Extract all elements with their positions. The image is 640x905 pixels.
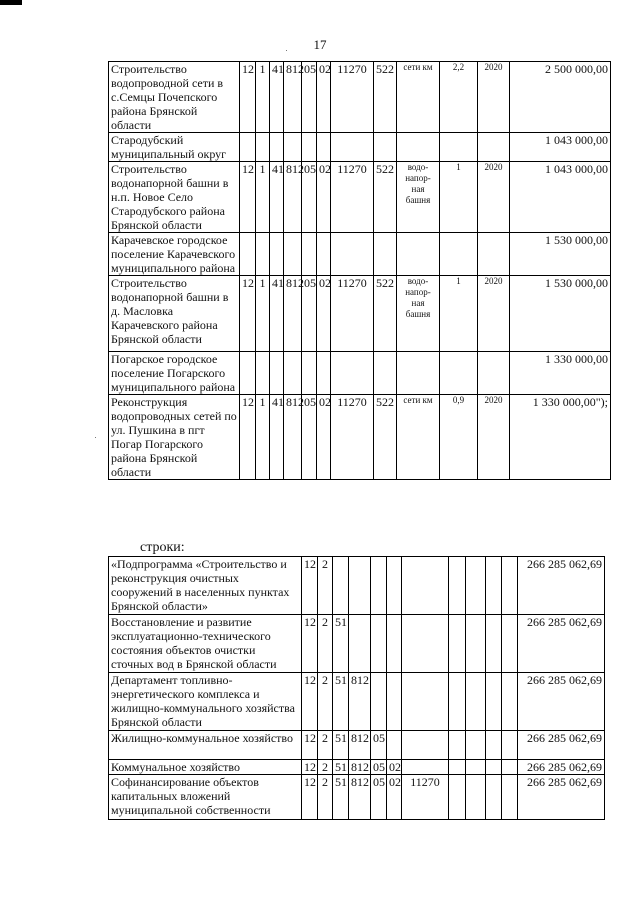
code-cell: [270, 352, 284, 395]
empty-cell: [486, 760, 502, 775]
amount-cell: 1 043 000,00: [510, 133, 611, 162]
code-cell: [284, 233, 302, 276]
unit-cell: водо-напор-ная башня: [397, 276, 440, 352]
code-cell: 41: [270, 62, 284, 133]
code-cell: 02: [317, 276, 331, 352]
quantity-cell: [440, 133, 478, 162]
code-cell: [402, 557, 449, 615]
code-cell: 812: [284, 276, 302, 352]
object-name: Погарское городское поселение Погарского муниципального района: [109, 352, 240, 395]
code-cell: [387, 731, 402, 760]
object-name: Жилищно-коммунальное хозяйство: [109, 731, 302, 760]
code-cell: [302, 133, 317, 162]
budget-table-1: [108, 61, 611, 480]
code-cell: 2: [318, 673, 333, 731]
object-name: Реконструкция водопроводных сетей по ул. Пушкина в пгт Погар Погарского района Брянской области: [109, 395, 240, 480]
table-row: [109, 673, 605, 731]
code-cell: [374, 352, 397, 395]
code-cell: 41: [270, 276, 284, 352]
empty-cell: [502, 775, 518, 820]
scan-speck: [286, 50, 287, 51]
code-cell: 12: [240, 162, 256, 233]
empty-cell: [449, 760, 466, 775]
code-cell: 02: [387, 775, 402, 820]
empty-cell: [502, 557, 518, 615]
year-cell: [478, 233, 510, 276]
empty-cell: [486, 673, 502, 731]
code-cell: 41: [270, 162, 284, 233]
quantity-cell: 1: [440, 162, 478, 233]
code-cell: 05: [371, 731, 387, 760]
code-cell: 12: [240, 276, 256, 352]
object-name: Строительство водопроводной сети в с.Семцы Почепского района Брянской области: [109, 62, 240, 133]
code-cell: 12: [302, 775, 318, 820]
code-cell: 522: [374, 395, 397, 480]
code-cell: [256, 352, 270, 395]
code-cell: [331, 233, 374, 276]
amount-cell: 2 500 000,00: [510, 62, 611, 133]
code-cell: 522: [374, 162, 397, 233]
code-cell: 812: [349, 760, 371, 775]
budget-table-2: [108, 556, 605, 820]
object-name: Восстановление и развитие эксплуатационно-технического состояния объектов очистки сточных вод в Брянской области: [109, 615, 302, 673]
code-cell: [317, 133, 331, 162]
code-cell: 2: [318, 760, 333, 775]
code-cell: [284, 352, 302, 395]
code-cell: 11270: [331, 162, 374, 233]
code-cell: [402, 760, 449, 775]
empty-cell: [486, 557, 502, 615]
scan-speck: [95, 437, 96, 438]
amount-cell: 266 285 062,69: [518, 775, 605, 820]
year-cell: 2020: [478, 395, 510, 480]
table-row: [109, 352, 611, 395]
code-cell: [331, 133, 374, 162]
code-cell: 12: [302, 615, 318, 673]
code-cell: 812: [349, 775, 371, 820]
code-cell: [374, 233, 397, 276]
empty-cell: [502, 760, 518, 775]
amount-cell: 1 330 000,00");: [510, 395, 611, 480]
code-cell: 51: [333, 760, 349, 775]
object-name: Стародубский муниципальный округ: [109, 133, 240, 162]
quantity-cell: 1: [440, 276, 478, 352]
code-cell: [371, 615, 387, 673]
code-cell: [240, 133, 256, 162]
code-cell: 2: [318, 731, 333, 760]
code-cell: [256, 133, 270, 162]
object-name: Коммунальное хозяйство: [109, 760, 302, 775]
object-name: Строительство водонапорной башни в д. Масловка Карачевского района Брянской области: [109, 276, 240, 352]
code-cell: [331, 352, 374, 395]
code-cell: [402, 673, 449, 731]
code-cell: 02: [317, 395, 331, 480]
code-cell: 05: [302, 395, 317, 480]
code-cell: [371, 673, 387, 731]
table-row: [109, 557, 605, 615]
code-cell: 812: [284, 395, 302, 480]
table-row: [109, 760, 605, 775]
empty-cell: [466, 615, 486, 673]
code-cell: 02: [387, 760, 402, 775]
code-cell: 1: [256, 276, 270, 352]
amount-cell: 1 530 000,00: [510, 276, 611, 352]
code-cell: 51: [333, 775, 349, 820]
year-cell: [478, 352, 510, 395]
code-cell: [349, 615, 371, 673]
code-cell: 05: [302, 276, 317, 352]
empty-cell: [449, 673, 466, 731]
year-cell: 2020: [478, 62, 510, 133]
code-cell: [302, 352, 317, 395]
code-cell: 11270: [331, 62, 374, 133]
code-cell: 12: [302, 557, 318, 615]
code-cell: 05: [371, 760, 387, 775]
code-cell: 51: [333, 731, 349, 760]
code-cell: [317, 352, 331, 395]
empty-cell: [449, 731, 466, 760]
empty-cell: [466, 760, 486, 775]
object-name: Департамент топливно-энергетического комплекса и жилищно-коммунального хозяйства Брянской области: [109, 673, 302, 731]
year-cell: 2020: [478, 276, 510, 352]
empty-cell: [449, 557, 466, 615]
code-cell: 2: [318, 775, 333, 820]
code-cell: 522: [374, 62, 397, 133]
code-cell: 51: [333, 673, 349, 731]
code-cell: [256, 233, 270, 276]
amount-cell: 266 285 062,69: [518, 760, 605, 775]
code-cell: [402, 731, 449, 760]
amount-cell: 266 285 062,69: [518, 557, 605, 615]
table-row: [109, 162, 611, 233]
code-cell: 2: [318, 557, 333, 615]
code-cell: 812: [349, 673, 371, 731]
code-cell: [371, 557, 387, 615]
code-cell: 12: [302, 731, 318, 760]
code-cell: [270, 233, 284, 276]
table-row: [109, 62, 611, 133]
table-row: [109, 233, 611, 276]
unit-cell: [397, 233, 440, 276]
table-row: [109, 395, 611, 480]
code-cell: 05: [302, 62, 317, 133]
code-cell: [349, 557, 371, 615]
code-cell: 11270: [331, 276, 374, 352]
code-cell: 12: [240, 62, 256, 133]
table-row: [109, 276, 611, 352]
empty-cell: [502, 731, 518, 760]
lines-caption: строки:: [140, 540, 185, 555]
page-number: 17: [313, 37, 327, 52]
unit-cell: водо-напор-ная башня: [397, 162, 440, 233]
object-name: Карачевское городское поселение Карачевского муниципального района: [109, 233, 240, 276]
code-cell: 1: [256, 62, 270, 133]
empty-cell: [502, 673, 518, 731]
table-row: [109, 731, 605, 760]
code-cell: [333, 557, 349, 615]
unit-cell: [397, 352, 440, 395]
code-cell: 1: [256, 395, 270, 480]
code-cell: 12: [302, 760, 318, 775]
empty-cell: [502, 615, 518, 673]
empty-cell: [486, 615, 502, 673]
code-cell: 812: [284, 62, 302, 133]
code-cell: [302, 233, 317, 276]
object-name: Софинансирование объектов капитальных вложений муниципальной собственности: [109, 775, 302, 820]
code-cell: 2: [318, 615, 333, 673]
table-row: [109, 615, 605, 673]
amount-cell: 1 043 000,00: [510, 162, 611, 233]
code-cell: 41: [270, 395, 284, 480]
code-cell: [387, 673, 402, 731]
header-rule: [0, 0, 22, 5]
quantity-cell: 0,9: [440, 395, 478, 480]
amount-cell: 1 530 000,00: [510, 233, 611, 276]
code-cell: [374, 133, 397, 162]
table-row: [109, 775, 605, 820]
code-cell: 522: [374, 276, 397, 352]
empty-cell: [466, 557, 486, 615]
code-cell: [240, 352, 256, 395]
code-cell: 12: [302, 673, 318, 731]
code-cell: [240, 233, 256, 276]
code-cell: 1: [256, 162, 270, 233]
code-cell: 51: [333, 615, 349, 673]
unit-cell: сети км: [397, 395, 440, 480]
amount-cell: 266 285 062,69: [518, 673, 605, 731]
code-cell: [402, 615, 449, 673]
code-cell: 12: [240, 395, 256, 480]
code-cell: [387, 557, 402, 615]
year-cell: [478, 133, 510, 162]
object-name: Строительство водонапорной башни в н.п. Новое Село Стародубского района Брянской области: [109, 162, 240, 233]
empty-cell: [449, 775, 466, 820]
code-cell: 812: [349, 731, 371, 760]
quantity-cell: [440, 352, 478, 395]
code-cell: 05: [371, 775, 387, 820]
code-cell: 11270: [402, 775, 449, 820]
code-cell: 11270: [331, 395, 374, 480]
code-cell: 05: [302, 162, 317, 233]
amount-cell: 266 285 062,69: [518, 731, 605, 760]
object-name: «Подпрограмма «Строительство и реконструкция очистных сооружений в населенных пунктах Брянской области»: [109, 557, 302, 615]
empty-cell: [466, 775, 486, 820]
code-cell: [317, 233, 331, 276]
unit-cell: [397, 133, 440, 162]
empty-cell: [466, 673, 486, 731]
empty-cell: [486, 731, 502, 760]
quantity-cell: [440, 233, 478, 276]
empty-cell: [449, 615, 466, 673]
code-cell: [387, 615, 402, 673]
amount-cell: 1 330 000,00: [510, 352, 611, 395]
code-cell: 02: [317, 162, 331, 233]
code-cell: [270, 133, 284, 162]
code-cell: 812: [284, 162, 302, 233]
code-cell: [284, 133, 302, 162]
year-cell: 2020: [478, 162, 510, 233]
table-row: [109, 133, 611, 162]
empty-cell: [486, 775, 502, 820]
code-cell: 02: [317, 62, 331, 133]
amount-cell: 266 285 062,69: [518, 615, 605, 673]
empty-cell: [466, 731, 486, 760]
unit-cell: сети км: [397, 62, 440, 133]
quantity-cell: 2,2: [440, 62, 478, 133]
